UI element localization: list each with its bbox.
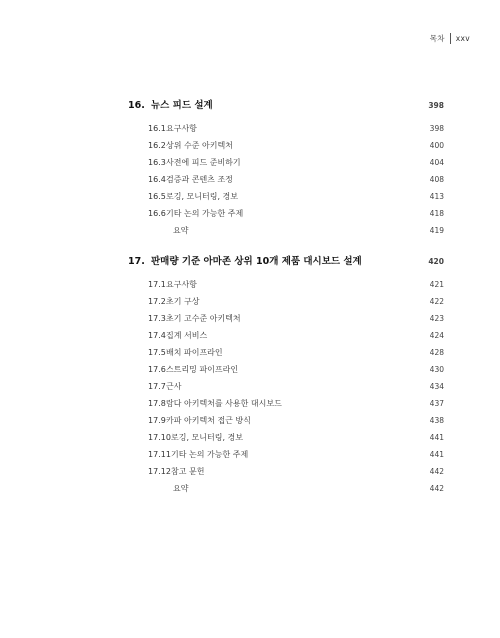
section-entry-number: 17.4 [148,331,166,340]
section-entry-title: 기타 논의 가능한 주제 [166,209,244,218]
running-head-page-number: xxv [455,34,470,43]
section-entry-title: 요구사항 [166,124,197,133]
section-entry[interactable] [0,378,500,395]
section-entry-title: 사전에 피드 준비하기 [166,158,241,167]
section-entry-page: 408 [429,175,444,184]
section-entry-number: 17.3 [148,314,166,323]
running-head [430,33,470,44]
section-entry-number: 17.7 [148,382,166,391]
section-entry-page: 428 [429,348,444,357]
section-entry[interactable] [0,361,500,378]
section-entry-page: 430 [429,365,444,374]
summary-entry-page: 419 [429,226,444,235]
section-entry-page: 400 [429,141,444,150]
section-entry[interactable] [0,293,500,310]
section-entry-number: 17.10 [148,433,171,442]
section-entry-page: 441 [429,450,444,459]
section-entry-number: 17.2 [148,297,166,306]
section-entry-page: 442 [429,467,444,476]
section-entry-title: 람다 아키텍처를 사용한 대시보드 [166,399,282,408]
section-entry-title: 집계 서비스 [166,331,208,340]
section-entry[interactable] [0,412,500,429]
chapter-heading[interactable] [0,253,500,270]
section-entry-title: 로깅, 모니터링, 경보 [166,192,238,201]
section-entry-number: 17.12 [148,467,171,476]
section-entry[interactable] [0,429,500,446]
summary-entry[interactable] [0,222,500,239]
running-head-divider [450,33,451,44]
section-entry-page: 424 [429,331,444,340]
section-entry-title: 검증과 콘텐츠 조정 [166,175,233,184]
section-entry-page: 404 [429,158,444,167]
running-head-section: 목차 [429,34,445,43]
section-entry-title: 참고 문헌 [171,467,205,476]
section-entry[interactable] [0,344,500,361]
section-entry-title: 스트리밍 파이프라인 [166,365,239,374]
section-entry-page: 421 [429,280,444,289]
summary-entry-title: 요약 [173,226,189,235]
section-entry-title: 상위 수준 아키텍처 [166,141,233,150]
chapter-heading-title: 판매량 기준 아마존 상위 10개 제품 대시보드 설계 [151,256,362,267]
chapter-heading-number: 16. [128,100,145,111]
section-entry-number: 16.4 [148,175,166,184]
section-entry[interactable] [0,154,500,171]
section-entry[interactable] [0,276,500,293]
section-entry-page: 434 [429,382,444,391]
section-entry-number: 17.11 [148,450,171,459]
summary-entry-page: 442 [429,484,444,493]
section-entry-page: 437 [429,399,444,408]
section-entry-title: 로깅, 모니터링, 경보 [171,433,243,442]
section-entry-number: 16.2 [148,141,166,150]
section-entry-number: 16.1 [148,124,166,133]
section-entry[interactable] [0,463,500,480]
section-entry-title: 근사 [166,382,182,391]
section-entry-page: 413 [429,192,444,201]
section-entry-title: 초기 구상 [166,297,200,306]
section-entry-number: 17.6 [148,365,166,374]
section-entry[interactable] [0,188,500,205]
section-entry-page: 441 [429,433,444,442]
section-entry-page: 438 [429,416,444,425]
section-entry-title: 배치 파이프라인 [166,348,223,357]
section-entry-page: 398 [429,124,444,133]
section-entry[interactable] [0,120,500,137]
chapter-heading-page: 398 [428,101,444,110]
summary-entry[interactable] [0,480,500,497]
section-entry[interactable] [0,310,500,327]
section-entry-number: 17.8 [148,399,166,408]
section-entry-page: 422 [429,297,444,306]
section-entry-number: 16.3 [148,158,166,167]
section-entry-title: 카파 아키텍처 접근 방식 [166,416,251,425]
section-entry-title: 기타 논의 가능한 주제 [171,450,249,459]
section-entry[interactable] [0,137,500,154]
chapter-heading-number: 17. [128,256,145,267]
section-entry-number: 16.6 [148,209,166,218]
section-entry-title: 초기 고수준 아키텍처 [166,314,241,323]
section-entry-title: 요구사항 [166,280,197,289]
chapter-heading-page: 420 [428,257,444,266]
section-entry-number: 17.9 [148,416,166,425]
section-entry-page: 423 [429,314,444,323]
section-entry-page: 418 [429,209,444,218]
chapter-heading[interactable] [0,97,500,114]
summary-entry-title: 요약 [173,484,189,493]
section-entry-number: 17.5 [148,348,166,357]
section-entry[interactable] [0,446,500,463]
section-entry-number: 16.5 [148,192,166,201]
section-entry[interactable] [0,171,500,188]
section-entry[interactable] [0,205,500,222]
section-entry-number: 17.1 [148,280,166,289]
section-entry[interactable] [0,395,500,412]
chapter-heading-title: 뉴스 피드 설계 [151,100,213,111]
section-entry[interactable] [0,327,500,344]
